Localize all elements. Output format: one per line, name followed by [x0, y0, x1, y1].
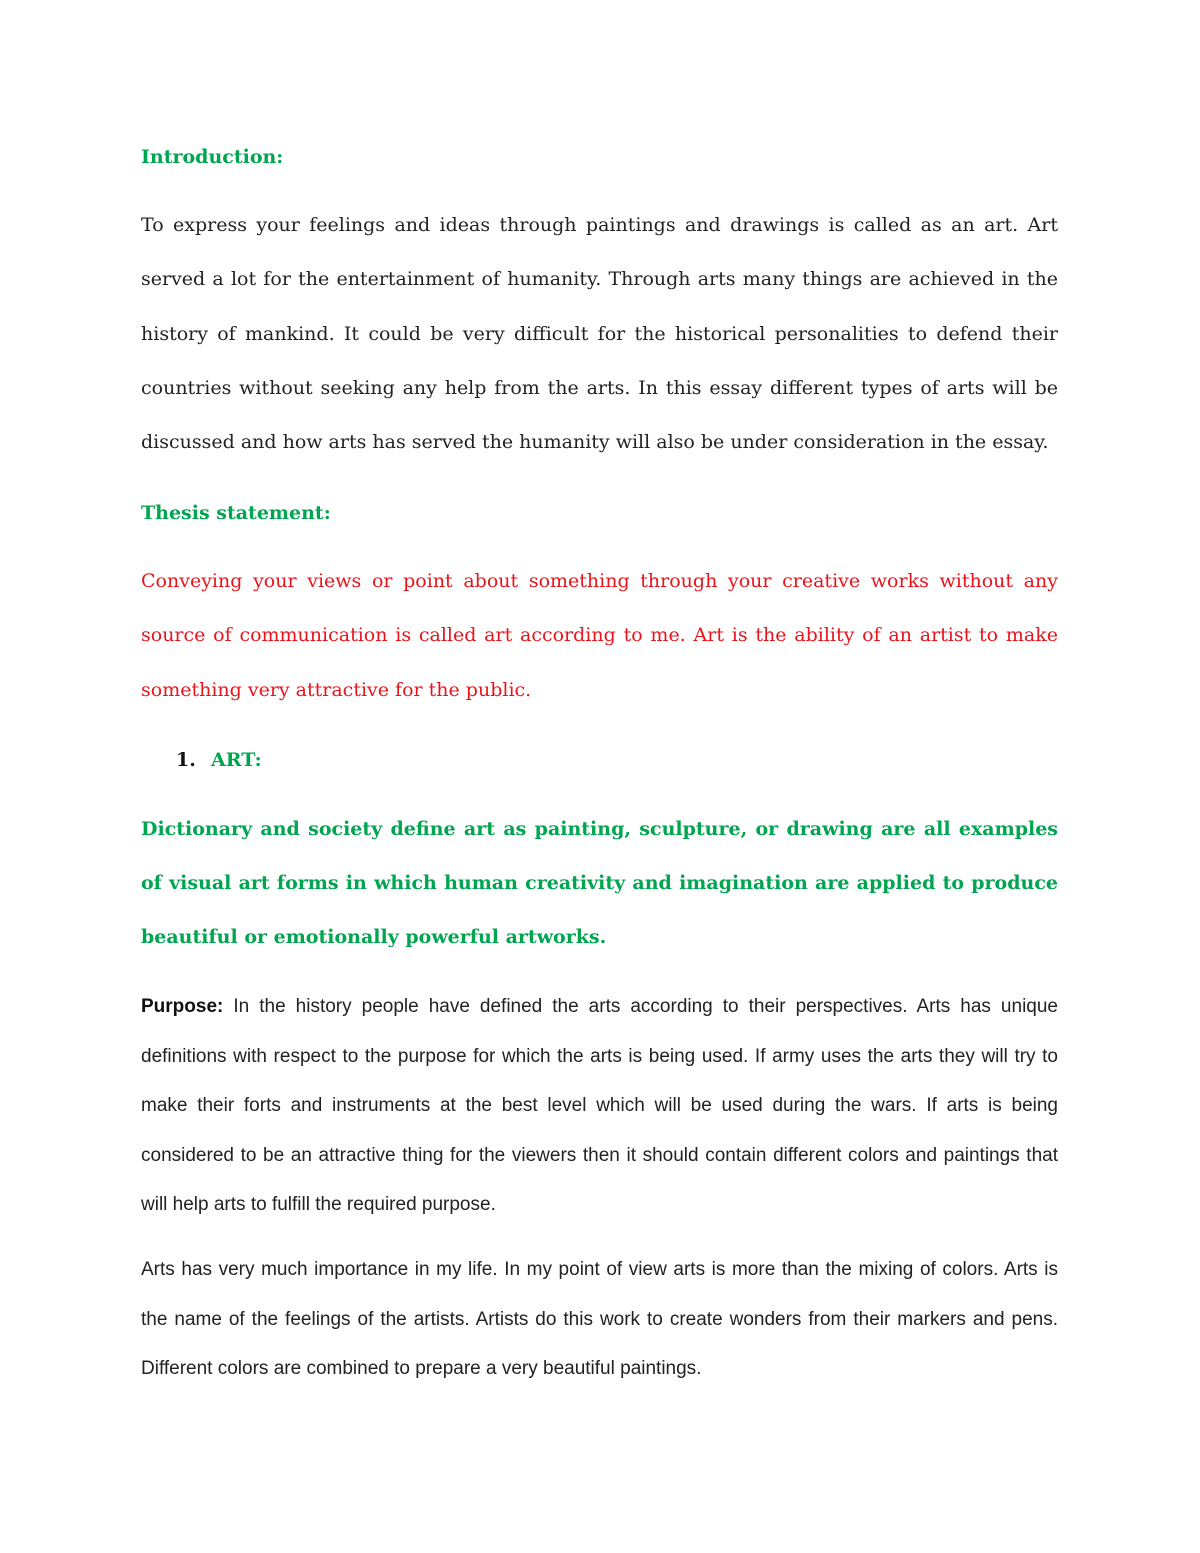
introduction-paragraph: To express your feelings and ideas through paintings and drawings is called as an art. Art served a lot for the entertainment of humanity. Through arts many things are achieved in the history of mankind. It could be very difficult for the historical personalities to defend their countries without seeking any help from the arts. In this essay different types of arts will be discussed and how arts has served the humanity will also be under consideration in the essay. — [141, 214, 1058, 454]
importance-paragraph: Arts has very much importance in my life. In my point of view arts is more than the mixing of colors. Arts is the name of the feelings of the artists. Artists do this work to create wonders from their markers and pens. Different colors are combined to prepare a very beautiful paintings. — [141, 1259, 1058, 1380]
purpose-body: In the history people have defined the arts according to their perspectives. Arts has unique definitions with respect to the purpose for which the arts is being used. If army uses the arts they will try to make their forts and instruments at the best level which will be used during the wars. If arts is being considered to be an attractive thing for the viewers then it should contain different colors and paintings that will help arts to fulfill the required purpose. — [141, 996, 1058, 1216]
introduction-heading: Introduction: — [141, 146, 284, 168]
purpose-label: Purpose: — [141, 996, 224, 1017]
section-art-header — [141, 743, 1058, 777]
introduction-body-wrap — [141, 198, 1058, 469]
purpose-paragraph — [141, 982, 1058, 1230]
importance-section — [141, 1245, 1058, 1394]
thesis-heading: Thesis statement: — [141, 502, 331, 524]
art-definition-wrap — [141, 802, 1058, 964]
purpose-section — [141, 982, 1058, 1230]
list-number: 1. — [176, 749, 196, 771]
thesis-body-wrap — [141, 554, 1058, 717]
thesis-section — [141, 496, 1058, 530]
numbered-heading — [141, 743, 1058, 777]
art-heading: ART: — [211, 749, 262, 771]
introduction-section — [141, 140, 1058, 174]
thesis-paragraph: Conveying your views or point about something through your creative works without any source of communication is called art according to me. Art is the ability of an artist to make something very attractive for the public. — [141, 570, 1058, 701]
art-definition-paragraph: Dictionary and society define art as painting, sculpture, or drawing are all examples of visual art forms in which human creativity and imagination are applied to produce beautiful or emotionally powerful artworks. — [141, 818, 1058, 948]
